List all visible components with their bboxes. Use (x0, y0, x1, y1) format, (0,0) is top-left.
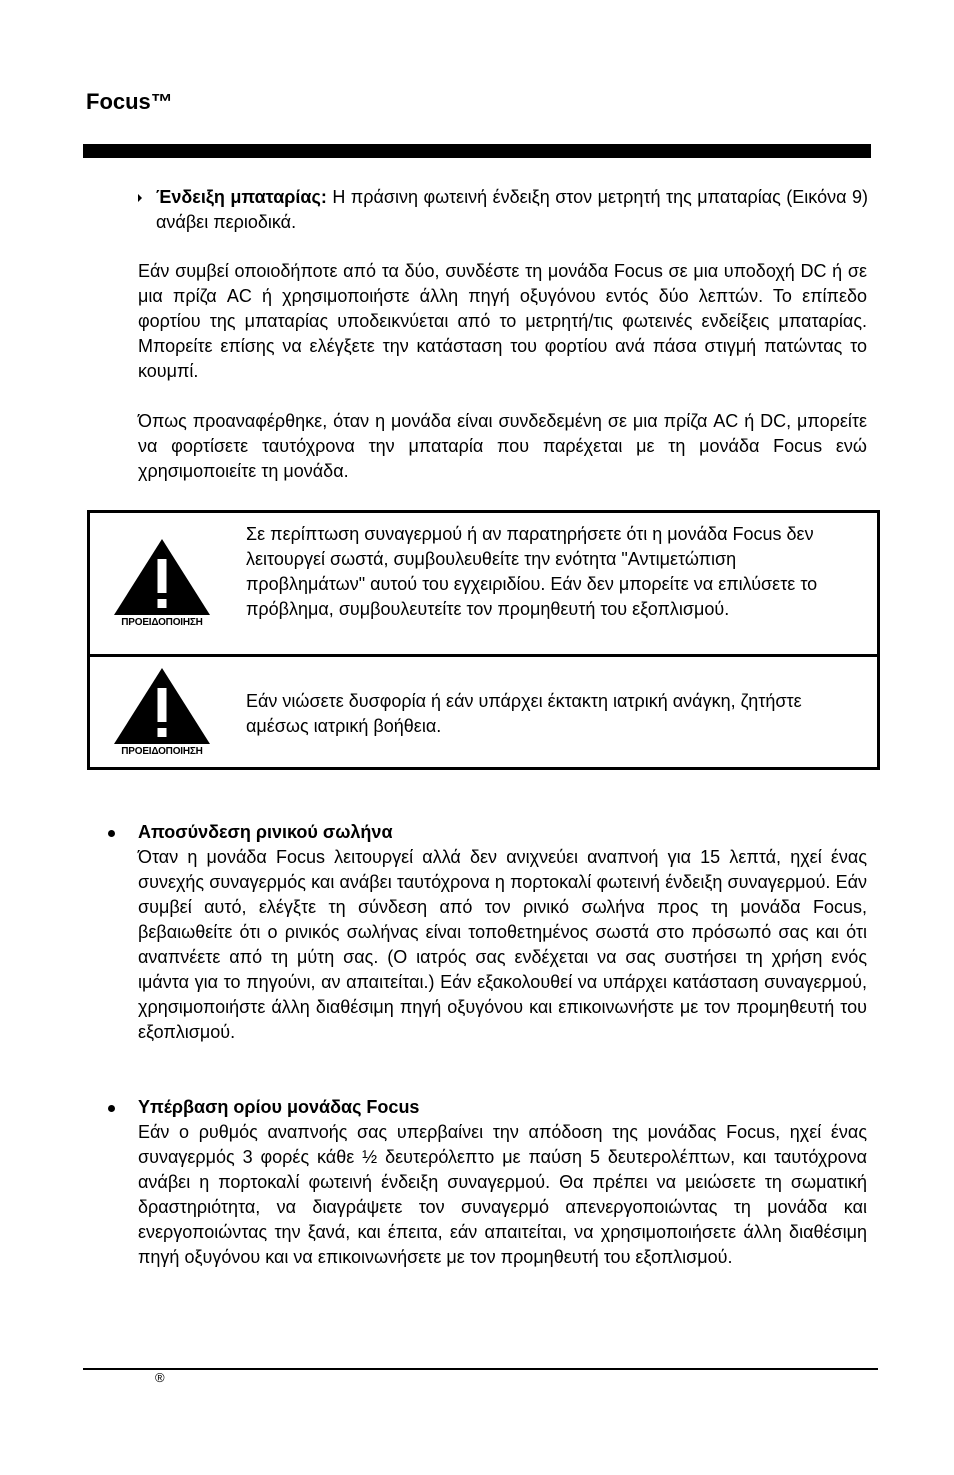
triangle-bullet-icon (138, 194, 142, 202)
bullet-item-limit-exceeded (138, 1095, 867, 1270)
warning-row (90, 657, 877, 767)
warning-text: Σε περίπτωση συναγερμού ή αν παρατηρήσετε ότι η μονάδα Focus δεν λειτουργεί σωστά, συμβουλευθείτε την ενότητα "Αντιμετώπιση προβλημάτων" αυτού του εγχειριδίου. Εάν δεν μπορείτε να επιλύσετε το πρόβλημα, συμβουλευτείτε τον προμηθευτή του εξοπλισμού. (246, 524, 818, 619)
battery-text: Η πράσινη φωτεινή ένδειξη στον μετρητή της μπαταρίας (Εικόνα 9) ανάβει περιοδικά. (156, 187, 868, 232)
bullet-title: Υπέρβαση ορίου μονάδας Focus (138, 1097, 420, 1117)
warning-label: ΠΡΟΕΙΔΟΠΟΙΗΣΗ (121, 746, 203, 757)
registered-mark: ® (155, 1370, 165, 1385)
bullet-body: Όταν η μονάδα Focus λειτουργεί αλλά δεν ανιχνεύει αναπνοή για 15 λεπτά, ηχεί ένας συνεχής συναγερμός και ανάβει ταυτόχρονα η πορτοκαλί φωτεινή ένδειξη συναγερμού. Εάν συμβεί αυτό, ελέγξτε τη σύνδεση από τον ρινικό σωλήνα προς τη μονάδα Focus, βεβαιωθείτε ότι ο ρινικός σωλήνας είναι τοποθετημένος σωστά στο πρόσωπό σας και ότι αναπνέετε από τη μύτη σας. (Ο ιατρός σας ενδέχεται να σας συστήσει τη χρήση ενός ιμάντα για το πηγούνι, αν απαιτείται.) Εάν εξακολουθεί να υπάρχει κατάσταση συναγερμού, χρησιμοποιήστε άλλη διαθέσιμη πηγή οξυγόνου και επικοινωνήστε με τον προμηθευτή του εξοπλισμού. (138, 847, 867, 1042)
bullet-title: Αποσύνδεση ρινικού σωλήνα (138, 822, 393, 842)
warning-row (90, 513, 877, 657)
battery-indicator-item (156, 185, 868, 235)
paragraph-charging: Όπως προαναφέρθηκε, όταν η μονάδα είναι συνδεδεμένη σε μια πρίζα AC ή DC, μπορείτε να φορτίσετε ταυτόχρονα την μπαταρία που παρέχεται με τη μονάδα Focus ενώ χρησιμοποιείτε τη μονάδα. (138, 411, 867, 481)
header-rule (83, 144, 871, 158)
page-title: Focus™ (86, 89, 173, 114)
bullet-body: Εάν ο ρυθμός αναπνοής σας υπερβαίνει την απόδοση της μονάδας Focus, ηχεί ένας συναγερμός 3 φορές κάθε ½ δευτερόλεπτο με παύση 5 δευτερολέπτων, και ταυτόχρονα ανάβει η πορτοκαλί φωτεινή ένδειξη συναγερμού. Θα πρέπει να μειώσετε τη σωματική δραστηριότητα, να διαγράψετε τον συναγερμό απενεργοποιώντας τη μονάδα και ενεργοποιώντας την ξανά, και έπειτα, εάν απαιτείται, να χρησιμοποιήσετε άλλη διαθέσιμη πηγή οξυγόνου και να επικοινωνήσετε με τον προμηθευτή του εξοπλισμού. (138, 1122, 867, 1267)
bullet-icon (108, 830, 115, 837)
warning-table (87, 510, 880, 770)
bullet-item-nasal-cannula (138, 820, 867, 1045)
footer-rule (83, 1368, 878, 1370)
warning-icon (112, 537, 212, 629)
paragraph-connect-power: Εάν συμβεί οποιοδήποτε από τα δύο, συνδέστε τη μονάδα Focus σε μια υποδοχή DC ή σε μια πρίζα AC ή χρησιμοποιήστε άλλη πηγή οξυγόνου εντός δύο λεπτών. Το επίπεδο φορτίου της μπαταρίας υποδεικνύεται από το μετρητή/τις φωτεινές ενδείξεις μπαταρίας. Μπορείτε επίσης να ελέγξετε την κατάσταση του φορτίου ανά πάσα στιγμή πατώντας το κουμπί. (138, 261, 867, 381)
bullet-icon (108, 1105, 115, 1112)
warning-label: ΠΡΟΕΙΔΟΠΟΙΗΣΗ (121, 617, 203, 628)
warning-text: Εάν νιώσετε δυσφορία ή εάν υπάρχει έκτακτη ιατρική ανάγκη, ζητήστε αμέσως ιατρική βοήθεια. (246, 691, 802, 736)
warning-icon (112, 666, 212, 758)
battery-label: Ένδειξη μπαταρίας: (156, 187, 327, 207)
